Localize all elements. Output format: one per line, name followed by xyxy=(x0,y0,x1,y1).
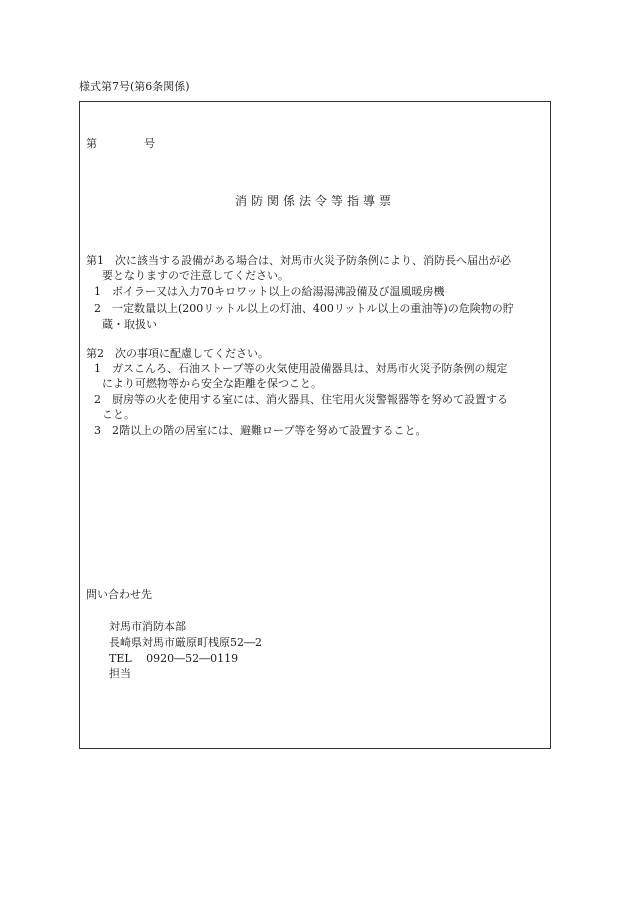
guidance-form-box xyxy=(79,101,551,749)
section1-item-2-cont: 蔵・取扱い xyxy=(102,318,157,331)
contact-label: 問い合わせ先 xyxy=(86,588,152,601)
section1-item-1: 1 ボイラー又は入力70キロワット以上の給湯湯沸設備及び温風暖房機 xyxy=(94,285,445,298)
contact-address: 長崎県対馬市厳原町桟原52―2 xyxy=(109,636,262,649)
section2-item-2-cont: こと。 xyxy=(102,408,135,421)
section2-item-2: 2 厨房等の火を使用する室には、消火器具、住宅用火災警報器等を努めて設置する xyxy=(94,393,508,406)
section1-heading-cont: 要となりますので注意してください。 xyxy=(102,269,289,282)
number-go: 号 xyxy=(144,137,155,150)
section2-item-3: 3 2階以上の階の居室には、避難ロープ等を努めて設置すること。 xyxy=(94,424,427,437)
form-label: 様式第7号(第6条関係) xyxy=(79,80,190,93)
document-title: 消防関係法令等指導票 xyxy=(234,194,395,208)
section2-item-1: 1 ガスこんろ、石油ストーブ等の火気使用設備器具は、対馬市火災予防条例の規定 xyxy=(94,362,508,375)
number-dai: 第 xyxy=(86,137,97,150)
section2-item-1-cont: により可燃物等から安全な距離を保つこと。 xyxy=(102,377,322,390)
section1-item-2: 2 一定数量以上(200リットル以上の灯油、400リットル以上の重油等)の危険物の貯 xyxy=(94,302,514,315)
contact-org: 対馬市消防本部 xyxy=(109,620,186,633)
contact-tanto: 担当 xyxy=(109,667,131,680)
contact-tel: TEL 0920―52―0119 xyxy=(109,652,239,665)
section2-heading: 第2 次の事項に配慮してください。 xyxy=(86,347,269,360)
section1-heading: 第1 次に該当する設備がある場合は、対馬市火災予防条例により、消防長へ届出が必 xyxy=(86,254,511,267)
